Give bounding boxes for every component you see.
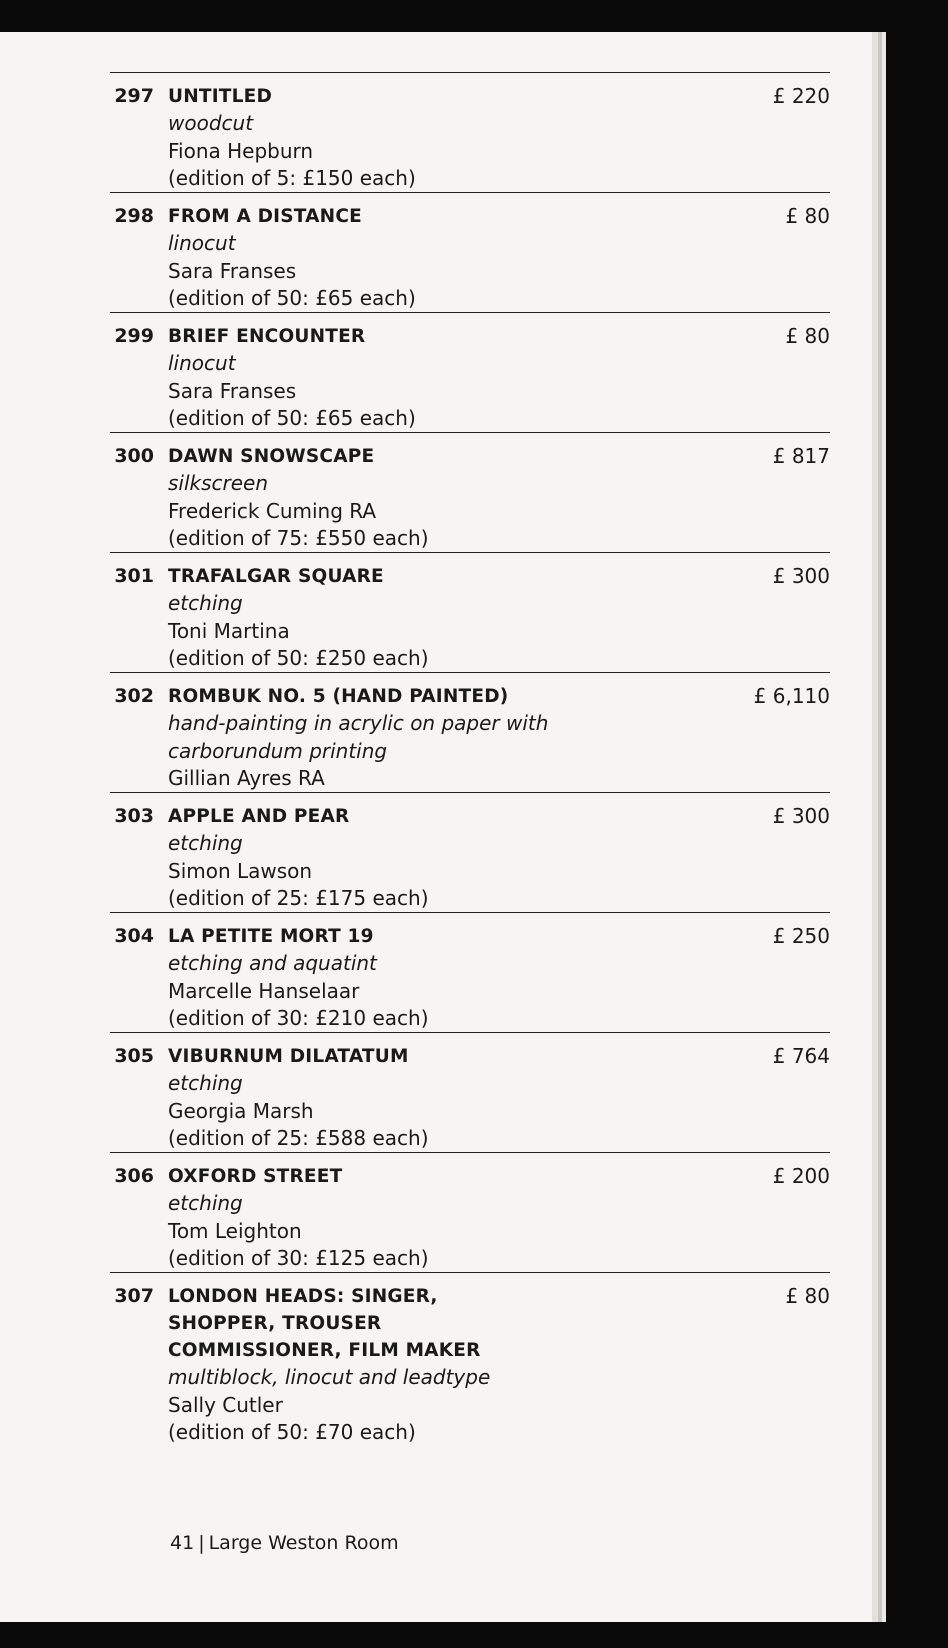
catalogue-entry [110, 672, 830, 792]
entry-price: £ 80 [785, 204, 830, 228]
entry-edition: (edition of 50: £250 each) [168, 646, 429, 670]
entry-title: BRIEF ENCOUNTER [168, 326, 366, 347]
entry-title: TRAFALGAR SQUARE [168, 566, 384, 587]
page-footer [170, 1532, 399, 1554]
entry-number: 307 [114, 1285, 154, 1307]
entry-number: 305 [114, 1045, 154, 1067]
entry-medium: woodcut [168, 111, 254, 135]
entry-artist: Tom Leighton [168, 1218, 302, 1243]
entry-title: APPLE AND PEAR [168, 806, 350, 827]
entry-medium: linocut [168, 351, 236, 375]
entry-edition: (edition of 25: £175 each) [168, 886, 429, 910]
entry-body [168, 323, 688, 433]
entry-title: FROM A DISTANCE [168, 206, 362, 227]
entry-artist: Marcelle Hanselaar [168, 978, 360, 1003]
entry-body [168, 563, 688, 673]
entry-title: LONDON HEADS: SINGER, SHOPPER, TROUSER COMMISSIONER, FILM MAKER [168, 1286, 481, 1361]
entry-title: OXFORD STREET [168, 1166, 343, 1187]
entry-price: £ 817 [772, 444, 830, 468]
entry-title: UNTITLED [168, 86, 273, 107]
entry-price: £ 300 [772, 804, 830, 828]
entry-medium: silkscreen [168, 471, 269, 495]
catalogue-entry [110, 192, 830, 312]
entry-edition: (edition of 75: £550 each) [168, 526, 429, 550]
room-name: Large Weston Room [208, 1532, 399, 1554]
entry-price: £ 80 [785, 324, 830, 348]
catalogue-entry [110, 1272, 830, 1444]
entry-artist: Georgia Marsh [168, 1098, 314, 1123]
entry-medium: etching [168, 1071, 243, 1095]
entry-price: £ 250 [772, 924, 830, 948]
catalogue-page [0, 32, 878, 1622]
entry-number: 301 [114, 565, 154, 587]
entry-body [168, 1043, 688, 1153]
entry-body [168, 1163, 688, 1273]
entry-artist: Sally Cutler [168, 1392, 283, 1417]
entry-edition: (edition of 50: £65 each) [168, 406, 416, 430]
entry-number: 304 [114, 925, 154, 947]
entry-medium: linocut [168, 231, 236, 255]
catalogue-entry [110, 1152, 830, 1272]
entry-medium: etching [168, 591, 243, 615]
entry-edition: (edition of 50: £70 each) [168, 1420, 416, 1444]
entry-edition: (edition of 5: £150 each) [168, 166, 416, 190]
catalogue-entry [110, 912, 830, 1032]
entry-medium: etching [168, 831, 243, 855]
entry-artist: Sara Franses [168, 258, 297, 283]
entry-body [168, 683, 598, 793]
entry-price: £ 220 [772, 84, 830, 108]
entry-medium: etching and aquatint [168, 951, 377, 975]
entry-price: £ 300 [772, 564, 830, 588]
entry-artist: Frederick Cuming RA [168, 498, 377, 523]
entry-artist: Simon Lawson [168, 858, 313, 883]
entry-artist: Fiona Hepburn [168, 138, 314, 163]
entry-medium: multiblock, linocut and leadtype [168, 1365, 491, 1389]
entry-price: £ 764 [772, 1044, 830, 1068]
entry-price: £ 200 [772, 1164, 830, 1188]
entry-medium: hand-painting in acrylic on paper with carborundum printing [168, 711, 549, 763]
footer-separator: | [198, 1532, 205, 1554]
entry-body [168, 803, 688, 913]
entry-edition: (edition of 30: £125 each) [168, 1246, 429, 1270]
entry-body [168, 923, 688, 1033]
entry-body [168, 443, 688, 553]
catalogue-entry [110, 72, 830, 192]
entry-artist: Toni Martina [168, 618, 290, 643]
entry-title: DAWN SNOWSCAPE [168, 446, 375, 467]
catalogue-entry [110, 552, 830, 672]
entry-number: 297 [114, 85, 154, 107]
entry-title: VIBURNUM DILATATUM [168, 1046, 409, 1067]
entry-number: 302 [114, 685, 154, 707]
entry-number: 306 [114, 1165, 154, 1187]
entry-edition: (edition of 50: £65 each) [168, 286, 416, 310]
entry-body [168, 1283, 548, 1447]
entry-medium: etching [168, 1191, 243, 1215]
catalogue-entry [110, 1032, 830, 1152]
entry-edition: (edition of 30: £210 each) [168, 1006, 429, 1030]
catalogue-entry [110, 432, 830, 552]
entry-number: 300 [114, 445, 154, 467]
catalogue-entry [110, 312, 830, 432]
page-number: 41 [170, 1532, 195, 1554]
entry-edition: (edition of 25: £588 each) [168, 1126, 429, 1150]
entry-price: £ 6,110 [753, 684, 830, 708]
catalogue-entry [110, 792, 830, 912]
entry-title: ROMBUK NO. 5 (HAND PAINTED) [168, 686, 509, 707]
entry-price: £ 80 [785, 1284, 830, 1308]
entry-list [110, 72, 830, 1444]
entry-number: 299 [114, 325, 154, 347]
entry-number: 303 [114, 805, 154, 827]
entry-number: 298 [114, 205, 154, 227]
entry-body [168, 83, 688, 193]
entry-artist: Sara Franses [168, 378, 297, 403]
entry-title: LA PETITE MORT 19 [168, 926, 374, 947]
entry-body [168, 203, 688, 313]
entry-artist: Gillian Ayres RA [168, 766, 325, 790]
